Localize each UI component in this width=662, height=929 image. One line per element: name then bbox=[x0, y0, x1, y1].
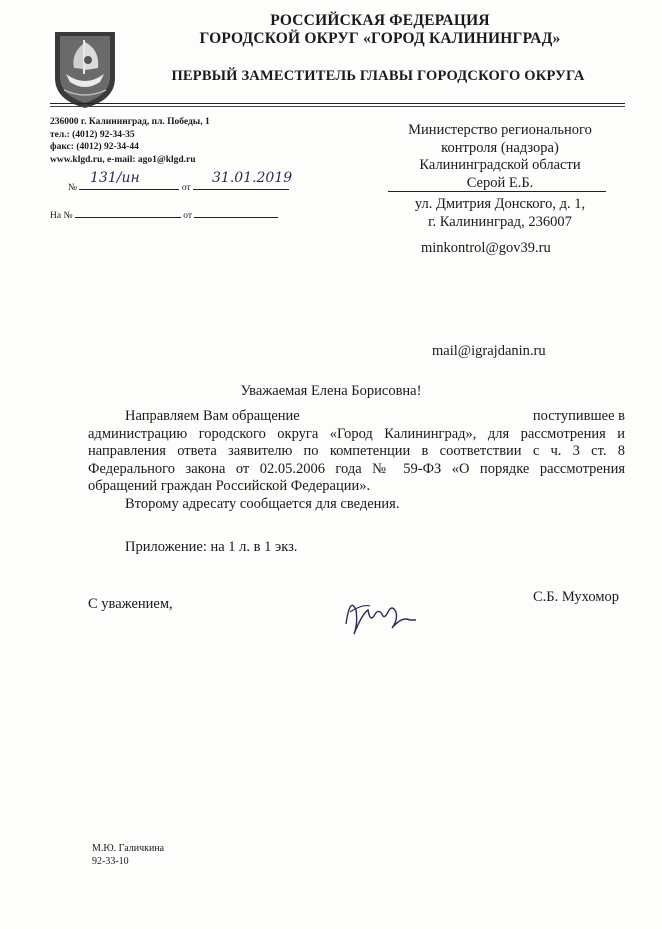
sender-web-email: www.klgd.ru, e-mail: ago1@klgd.ru bbox=[50, 154, 196, 165]
sender-address: 236000 г. Калининград, пл. Победы, 1 bbox=[50, 117, 210, 127]
recipient-line-1: Министерство регионального bbox=[408, 122, 592, 138]
reference-number-line bbox=[50, 206, 278, 221]
header-divider-thin bbox=[50, 106, 625, 107]
header-country: РОССИЙСКАЯ ФЕДЕРАЦИЯ bbox=[270, 12, 490, 29]
executor-phone: 92-33-10 bbox=[92, 855, 129, 867]
attachment-note: Приложение: на 1 л. в 1 экз. bbox=[125, 539, 298, 555]
ref-number-label: На № bbox=[50, 211, 73, 221]
recipient-line-3: Калининградской области bbox=[419, 157, 581, 173]
executor-info bbox=[92, 843, 164, 868]
salutation: Уважаемая Елена Борисовна! bbox=[240, 383, 422, 399]
recipient-email: minkontrol@gov39.ru bbox=[421, 240, 551, 256]
sender-details bbox=[50, 116, 210, 166]
paragraph-1-line-2: администрацию городского округа «Город Калининград», для рассмотрения и bbox=[88, 425, 625, 442]
date-label: от bbox=[181, 183, 191, 193]
recipient-address bbox=[380, 196, 620, 231]
ref-number-blank bbox=[75, 206, 181, 218]
sender-phone: тел.: (4012) 92-34-35 bbox=[50, 129, 135, 140]
recipient-city: г. Калининград, 236007 bbox=[428, 213, 572, 230]
paragraph-1-line-1-start: Направляем Вам обращение bbox=[125, 408, 300, 424]
executor-name: М.Ю. Галичкина bbox=[92, 843, 165, 854]
letter-body bbox=[88, 408, 625, 514]
paragraph-1-line-3: направления ответа заявителю по компетенции в соответствии с ч. 3 ст. 8 bbox=[88, 443, 625, 460]
header-divider bbox=[50, 103, 625, 104]
ref-date-label: от bbox=[183, 211, 193, 221]
header-official-title: ПЕРВЫЙ ЗАМЕСТИТЕЛЬ ГЛАВЫ ГОРОДСКОГО ОКРУГА bbox=[171, 68, 585, 84]
recipient-divider bbox=[388, 191, 606, 192]
recipient-street: ул. Дмитрия Донского, д. 1, bbox=[414, 196, 586, 212]
paragraph-1-line-1-end: поступившее в bbox=[532, 408, 625, 424]
second-recipient-email: mail@igrajdanin.ru bbox=[432, 343, 546, 359]
handwritten-signature-icon bbox=[340, 590, 420, 640]
paragraph-1 bbox=[88, 408, 625, 496]
closing-regards: С уважением, bbox=[88, 596, 173, 612]
city-coat-of-arms-icon bbox=[52, 30, 118, 110]
handwritten-date: 31.01.2019 bbox=[212, 170, 293, 186]
recipient-line-2: контроля (надзора) bbox=[441, 139, 559, 156]
paragraph-1-line-1 bbox=[88, 408, 625, 426]
number-label: № bbox=[68, 183, 78, 193]
ref-date-blank bbox=[194, 206, 278, 218]
recipient-name: Серой Е.Б. bbox=[466, 174, 534, 191]
signer-name: С.Б. Мухомор bbox=[533, 589, 620, 605]
handwritten-number: 131/ин bbox=[90, 170, 140, 186]
paragraph-1-line-4: Федерального закона от 02.05.2006 года № 59-ФЗ «О порядке рассмотрения bbox=[88, 460, 625, 477]
paragraph-2: Второму адресату сообщается для сведения. bbox=[125, 495, 400, 512]
paragraph-1-line-5: обращений граждан Российской Федерации». bbox=[88, 478, 371, 495]
recipient-block bbox=[380, 122, 620, 192]
header-city-district: ГОРОДСКОЙ ОКРУГ «ГОРОД КАЛИНИНГРАД» bbox=[199, 30, 561, 47]
sender-fax: факс: (4012) 92-34-44 bbox=[50, 142, 139, 152]
